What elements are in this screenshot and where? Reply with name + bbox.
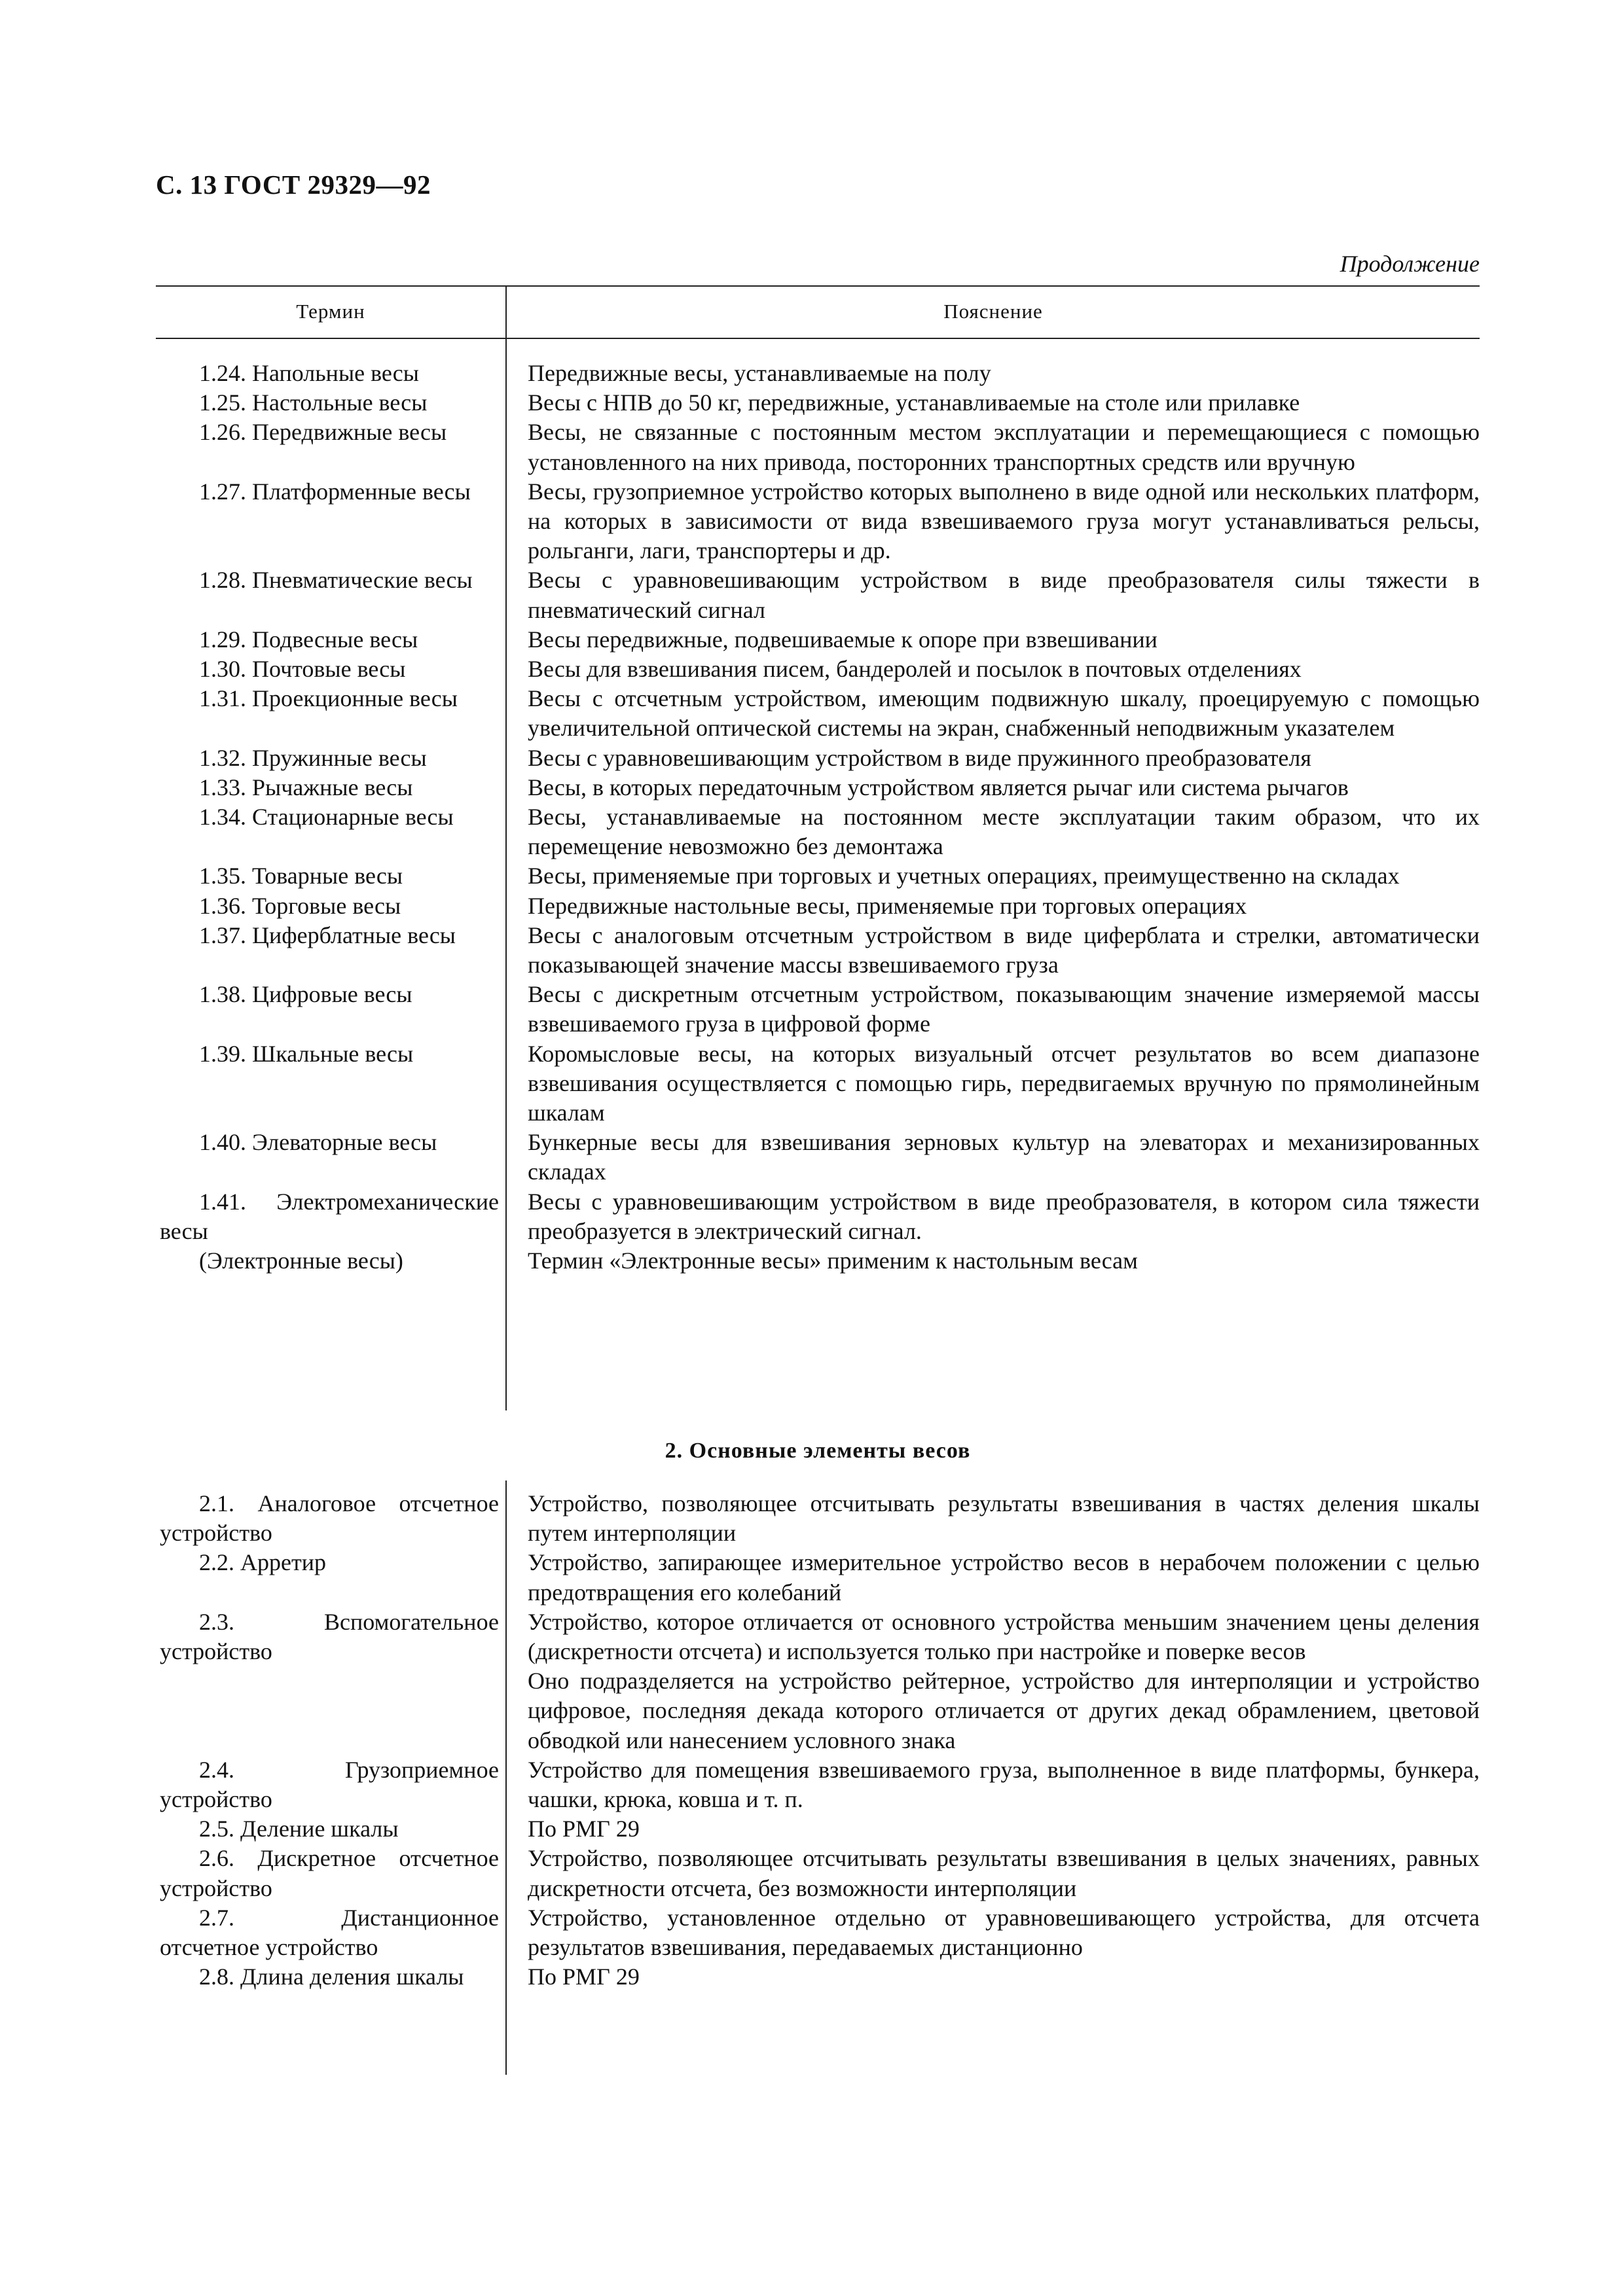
explanation-cell: Весы с дискретным отсчетным устройством, показывающим значение измеряемой массы взвешиваемого груза в цифровой форме: [528, 981, 1480, 1037]
explanation-cell: Передвижные весы, устанавливаемые на полу: [528, 360, 991, 386]
table-row: [156, 744, 1480, 773]
table-row: [156, 1489, 1480, 1548]
table-row: [156, 655, 1480, 684]
explanation-cell: Весы, грузоприемное устройство которых выполнено в виде одной или нескольких платформ, на которых в зависимости от вида взвешиваемого груза могут устанавливаться рельсы, рольганги, лаги, транспортеры и др.: [528, 478, 1480, 564]
term-cell: 2.4. Грузоприемное устройство: [160, 1756, 499, 1813]
explanation-cell: Весы передвижные, подвешиваемые к опоре при взвешивании: [528, 626, 1158, 653]
table-row: [156, 773, 1480, 802]
table-row: [156, 477, 1480, 566]
table-row: [156, 861, 1480, 891]
table-row: [156, 1666, 1480, 1755]
explanation-cell: По РМГ 29: [528, 1816, 640, 1842]
table-row: [156, 1187, 1480, 1246]
term-cell: 1.26. Передвижные весы: [199, 419, 447, 446]
term-cell: 1.30. Почтовые весы: [199, 656, 406, 683]
table-row: [156, 684, 1480, 743]
term-cell: 1.36. Торговые весы: [199, 892, 401, 919]
section-title: 2. Основные элементы весов: [665, 1439, 971, 1463]
term-cell: 2.5. Деление шкалы: [199, 1816, 399, 1842]
term-cell: 1.41. Электромеханические весы: [160, 1188, 499, 1244]
explanation-cell: Весы, устанавливаемые на постоянном месте эксплуатации таким образом, что их перемещение невозможно без демонтажа: [528, 804, 1480, 860]
term-cell: 1.29. Подвесные весы: [199, 626, 418, 653]
term-cell: 1.40. Элеваторные весы: [199, 1129, 437, 1156]
table-row: [156, 1903, 1480, 1962]
explanation-cell: Весы, применяемые при торговых и учетных операциях, преимущественно на складах: [528, 863, 1400, 889]
term-cell: 1.33. Рычажные весы: [199, 774, 413, 800]
term-cell: (Электронные весы): [199, 1247, 403, 1274]
table-row: [156, 802, 1480, 861]
table-row: [156, 565, 1480, 624]
explanation-cell: Весы с уравновешивающим устройством в виде преобразователя силы тяжести в пневматический сигнал: [528, 567, 1480, 623]
explanation-cell: Бункерные весы для взвешивания зерновых культур на элеваторах и механизированных складах: [528, 1129, 1480, 1185]
explanation-cell: По РМГ 29: [528, 1964, 640, 1990]
explanation-cell: Устройство, позволяющее отсчитывать результаты взвешивания в целых значениях, равных дискретности отсчета, без возможности интерполяции: [528, 1845, 1480, 1901]
table-row: [156, 1128, 1480, 1187]
explanation-cell: Весы, не связанные с постоянным местом эксплуатации и перемещающиеся с помощью установленного на них привода, посторонних транспортных средств или вручную: [528, 419, 1480, 475]
column-header-explanation: Пояснение: [943, 300, 1043, 323]
explanation-cell: Весы с отсчетным устройством, имеющим подвижную шкалу, проецируемую с помощью увеличительной оптической системы на экран, снабженный неподвижным указателем: [528, 685, 1480, 742]
explanation-cell: Весы для взвешивания писем, бандеролей и посылок в почтовых отделениях: [528, 656, 1302, 683]
continuation-label: Продолжение: [1340, 251, 1480, 277]
table-row: [156, 1246, 1480, 1276]
explanation-cell: Оно подразделяется на устройство рейтерное, устройство для интерполяции и устройство цифровое, последняя декада которого отличается от других декад обрамлением, цветовой обводкой или нанесением условного знака: [528, 1668, 1480, 1753]
table-row: [156, 1755, 1480, 1814]
term-cell: 2.6. Дискретное отсчетное устройство: [160, 1845, 499, 1901]
table-row: [156, 1607, 1480, 1666]
explanation-cell: Устройство, которое отличается от основного устройства меньшим значением цены деления (дискретности отсчета) и используется только при настройке и поверке весов: [528, 1608, 1480, 1665]
term-cell: 1.35. Товарные весы: [199, 863, 403, 889]
table-row: [156, 625, 1480, 655]
term-cell: 1.39. Шкальные весы: [199, 1040, 414, 1067]
explanation-cell: Термин «Электронные весы» применим к настольным весам: [528, 1247, 1138, 1274]
table-row: [156, 359, 1480, 388]
terms-table-section-2: [156, 1489, 1480, 1992]
term-cell: 1.31. Проекционные весы: [199, 685, 458, 712]
term-cell: 1.24. Напольные весы: [199, 360, 419, 386]
table-row: [156, 891, 1480, 921]
table-header-rule: [156, 338, 1480, 339]
term-cell: 2.2. Арретир: [199, 1549, 326, 1576]
explanation-cell: Устройство для помещения взвешиваемого груза, выполненное в виде платформы, бункера, чашки, крюка, ковша и т. п.: [528, 1756, 1480, 1813]
explanation-cell: Весы с НПВ до 50 кг, передвижные, устанавливаемые на столе или прилавке: [528, 389, 1300, 416]
table-top-rule: [156, 285, 1480, 287]
explanation-cell: Устройство, установленное отдельно от уравновешивающего устройства, для отсчета результатов взвешивания, передаваемых дистанционно: [528, 1904, 1480, 1961]
explanation-cell: Устройство, позволяющее отсчитывать результаты взвешивания в частях деления шкалы путем интерполяции: [528, 1490, 1480, 1547]
term-cell: 1.28. Пневматические весы: [199, 567, 473, 594]
explanation-cell: Передвижные настольные весы, применяемые при торговых операциях: [528, 892, 1247, 919]
table-row: [156, 980, 1480, 1039]
term-cell: 2.1. Аналоговое отсчетное устройство: [160, 1490, 499, 1547]
term-cell: 1.38. Цифровые весы: [199, 981, 412, 1008]
table-row: [156, 1844, 1480, 1903]
term-cell: 1.34. Стационарные весы: [199, 804, 454, 831]
term-cell: 1.25. Настольные весы: [199, 389, 428, 416]
table-row: [156, 1039, 1480, 1128]
terms-table-section-1: [156, 359, 1480, 1276]
term-cell: 2.7. Дистанционное отсчетное устройство: [160, 1904, 499, 1961]
explanation-cell: Весы, в которых передаточным устройством является рычаг или система рычагов: [528, 774, 1349, 800]
column-header-term: Термин: [296, 300, 365, 323]
table-row: [156, 921, 1480, 980]
page-header: С. 13 ГОСТ 29329—92: [156, 170, 431, 200]
table-row: [156, 1814, 1480, 1844]
term-cell: 2.3. Вспомогательное устройство: [160, 1608, 499, 1665]
table-row: [156, 388, 1480, 418]
term-cell: 1.27. Платформенные весы: [199, 478, 471, 505]
term-cell: 1.32. Пружинные весы: [199, 744, 427, 771]
table-row: [156, 1962, 1480, 1992]
explanation-cell: Весы с уравновешивающим устройством в виде пружинного преобразователя: [528, 744, 1311, 771]
term-cell: 1.37. Циферблатные весы: [199, 922, 456, 948]
explanation-cell: Коромысловые весы, на которых визуальный отсчет результатов во всем диапазоне взвешивания осуществляется с помощью гирь, передвигаемых вручную по прямолинейным шкалам: [528, 1040, 1480, 1126]
table-row: [156, 1548, 1480, 1607]
term-cell: 2.8. Длина деления шкалы: [199, 1964, 464, 1990]
term-cell: [156, 1666, 505, 1755]
explanation-cell: Устройство, запирающее измерительное устройство весов в нерабочем положении с целью предотвращения его колебаний: [528, 1549, 1480, 1605]
explanation-cell: Весы с аналоговым отсчетным устройством в виде циферблата и стрелки, автоматически показывающей значение массы взвешиваемого груза: [528, 922, 1480, 978]
explanation-cell: Весы с уравновешивающим устройством в виде преобразователя, в котором сила тяжести преобразуется в электрический сигнал.: [528, 1188, 1480, 1244]
table-row: [156, 418, 1480, 476]
